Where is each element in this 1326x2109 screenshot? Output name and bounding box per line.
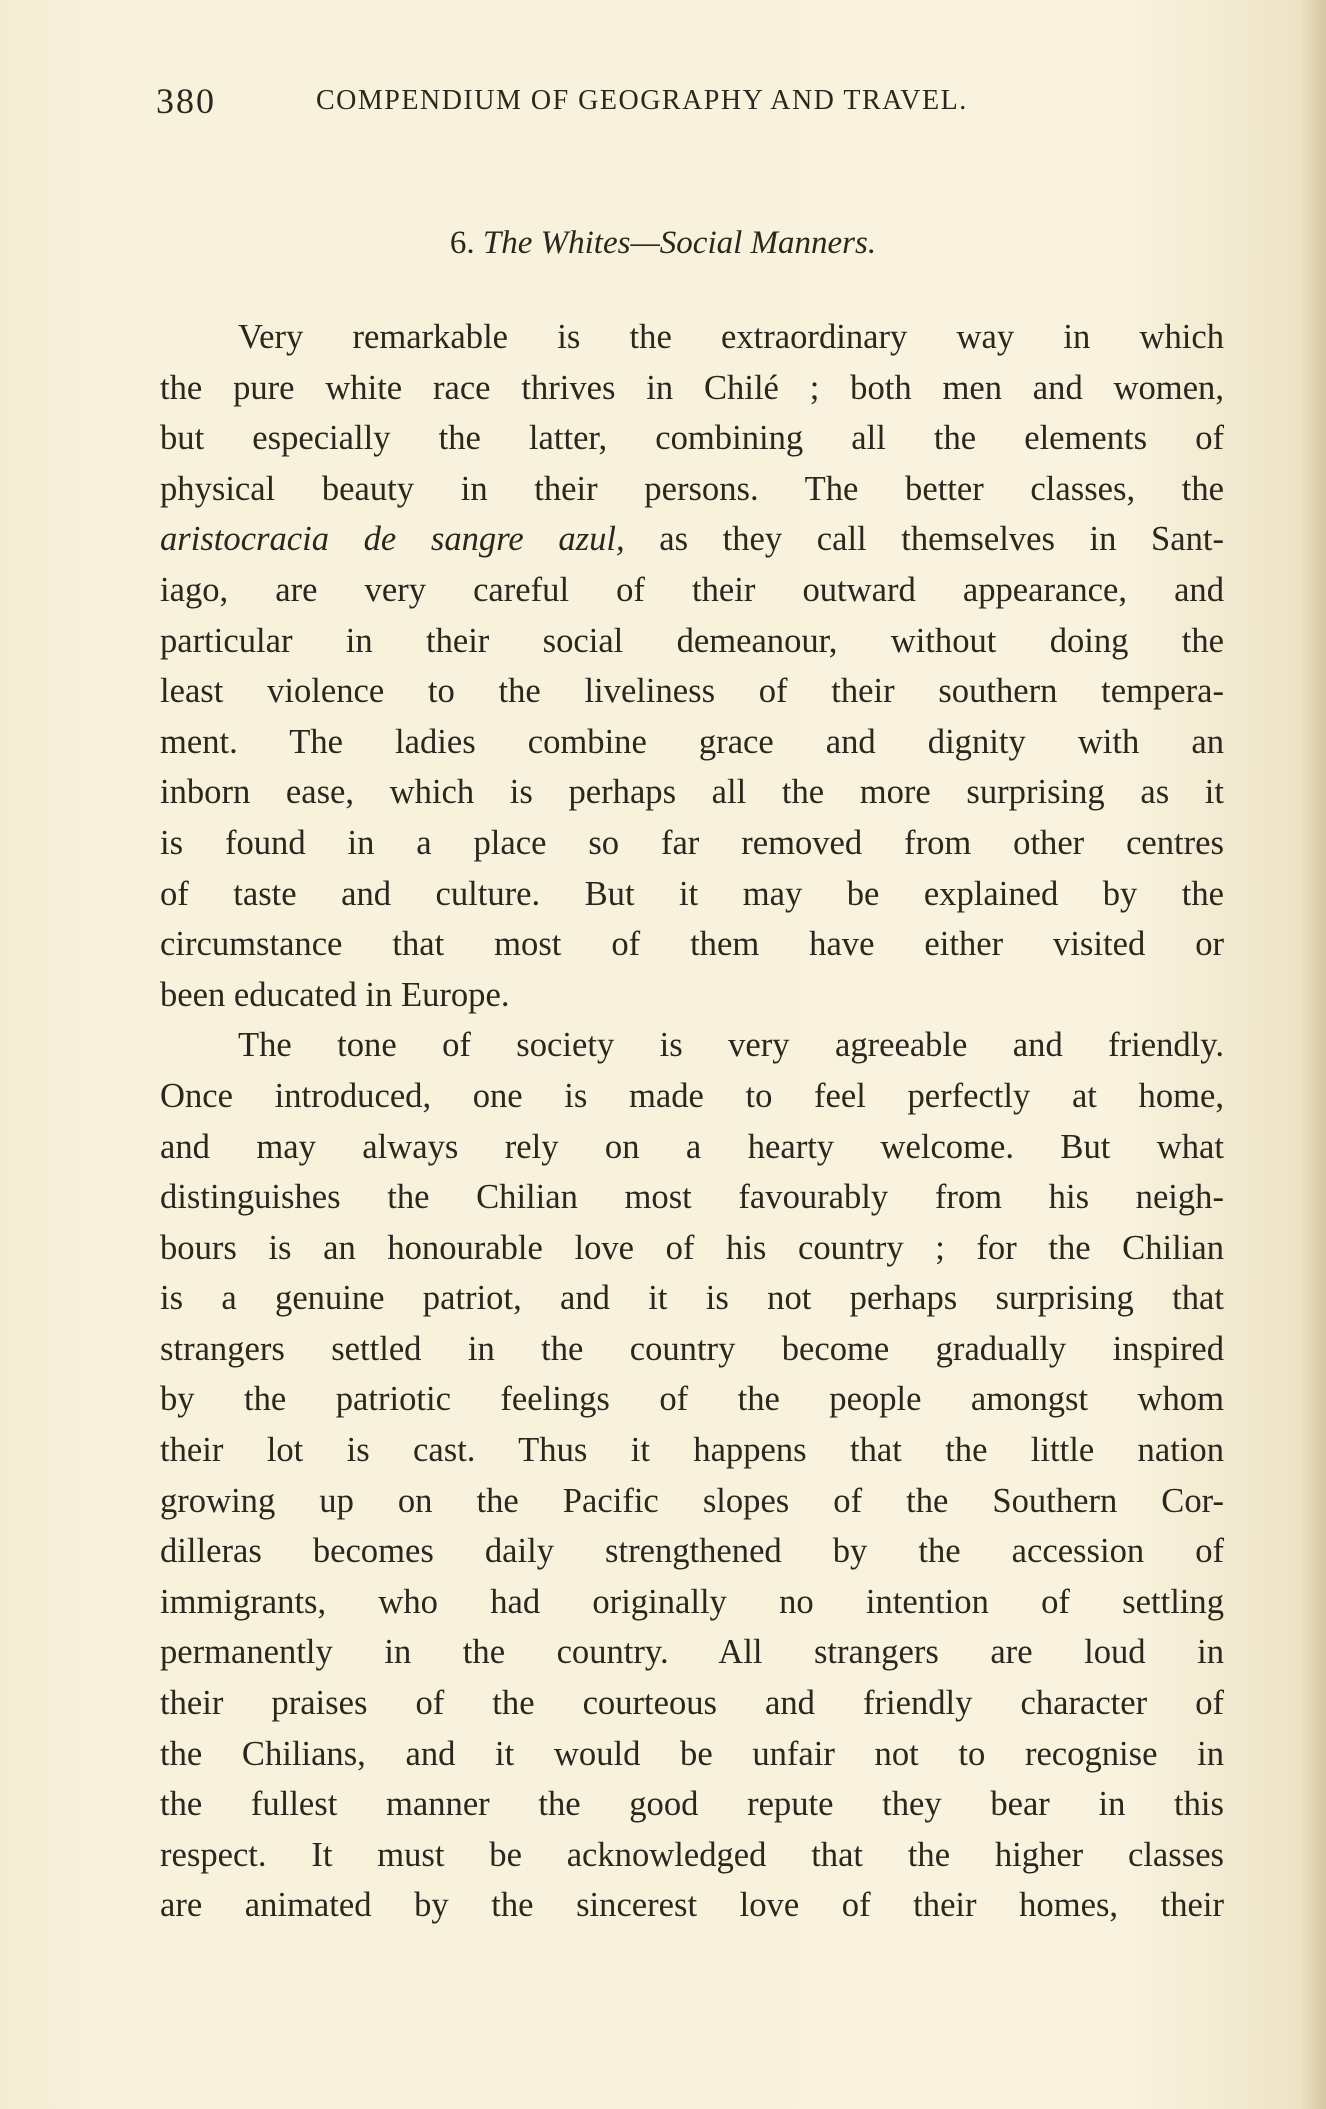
text-line: ment. The ladies combine grace and dignity with an (160, 722, 1224, 761)
text-line: iago, are very careful of their outward appearance, and (160, 570, 1224, 609)
text-line: bours is an honourable love of his country ; for the Chilian (160, 1228, 1224, 1267)
text-line-with-italic (160, 514, 1224, 565)
text-line: are animated by the sincerest love of their homes, their (160, 1886, 1224, 1925)
text-line: inborn ease, which is perhaps all the more surprising as it (160, 773, 1224, 812)
text-line: is found in a place so far removed from other centres (160, 823, 1224, 862)
text-line: particular in their social demeanour, without doing the (160, 621, 1224, 660)
text-line: immigrants, who had originally no intention of settling (160, 1582, 1224, 1621)
text-line: is a genuine patriot, and it is not perhaps surprising that (160, 1279, 1224, 1318)
page-header (156, 80, 1216, 124)
running-head: COMPENDIUM OF GEOGRAPHY AND TRAVEL. (316, 85, 968, 116)
text-line: the fullest manner the good repute they bear in this (160, 1785, 1224, 1824)
text-line: the pure white race thrives in Chilé ; both men and women, (160, 368, 1224, 407)
text-line: Very remarkable is the extraordinary way in which (238, 318, 1224, 356)
text-line: Once introduced, one is made to feel perfectly at home, (160, 1076, 1224, 1115)
text-line: circumstance that most of them have either visited or (160, 925, 1224, 964)
text-line: physical beauty in their persons. The better classes, the (160, 469, 1224, 508)
text-line: the Chilians, and it would be unfair not to recognise in (160, 1734, 1224, 1773)
text-line: their lot is cast. Thus it happens that the little nation (160, 1431, 1224, 1470)
text-line: least violence to the liveliness of their southern tempera- (160, 672, 1224, 711)
text-line: respect. It must be acknowledged that the higher classes (160, 1835, 1224, 1874)
text-line: by the patriotic feelings of the people amongst whom (160, 1380, 1224, 1419)
text-line: been educated in Europe. (160, 975, 510, 1014)
section-heading (0, 225, 1326, 262)
text-fragment: as they call themselves in Sant- (659, 520, 1224, 559)
text-line: dilleras becomes daily strengthened by the accession of (160, 1532, 1224, 1571)
text-line: growing up on the Pacific slopes of the Southern Cor- (160, 1481, 1224, 1520)
text-line: distinguishes the Chilian most favourably from his neigh- (160, 1178, 1224, 1217)
body-text (160, 312, 1224, 1931)
page-edge-shadow (1300, 0, 1326, 2109)
text-line: of taste and culture. But it may be explained by the (160, 874, 1224, 913)
page-number: 380 (156, 81, 216, 121)
text-line: but especially the latter, combining all the elements of (160, 419, 1224, 458)
section-title: The Whites—Social Manners. (482, 225, 877, 261)
text-line: The tone of society is very agreeable and friendly. (238, 1026, 1224, 1065)
text-line: their praises of the courteous and friendly character of (160, 1684, 1224, 1723)
text-line: and may always rely on a hearty welcome. But what (160, 1127, 1224, 1166)
italic-phrase: aristocracia de sangre azul, (160, 520, 625, 559)
text-line: permanently in the country. All strangers are loud in (160, 1633, 1224, 1672)
text-line: strangers settled in the country become gradually inspired (160, 1329, 1224, 1368)
section-number: 6. (449, 225, 475, 261)
